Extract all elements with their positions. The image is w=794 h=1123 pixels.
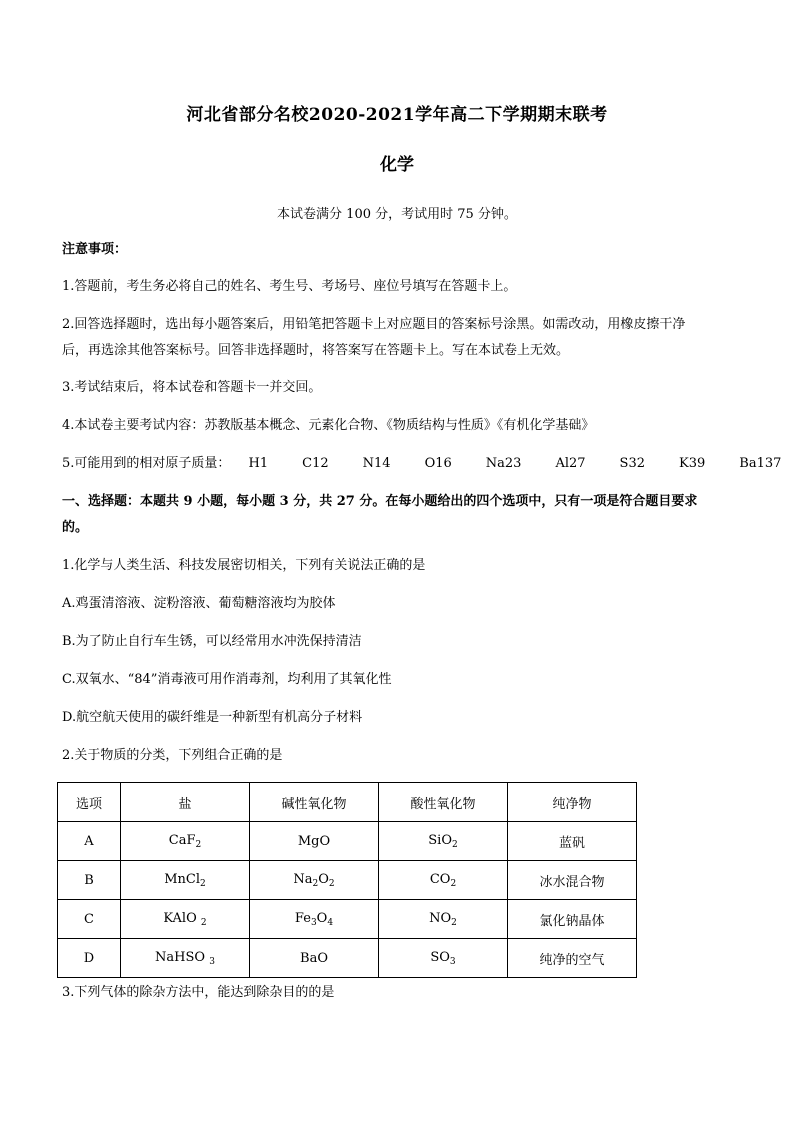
section1-heading-a: 一、选择题：本题共 9 小题，每小题 3 分，共 27 分。在每小题给出的四个选项中，只有一项是符合题目要求: [62, 494, 698, 509]
q1-option-a: A.鸡蛋清溶液、淀粉溶液、葡萄糖溶液均为胶体: [62, 596, 336, 611]
table-header-row: [58, 783, 637, 822]
table-cell: CaF$_2$: [121, 822, 250, 861]
note-1: 1.答题前，考生务必将自己的姓名、考生号、考场号、座位号填写在答题卡上。: [62, 279, 517, 294]
note-5: [62, 454, 782, 474]
table-cell: C: [58, 900, 121, 939]
atomic-mass: K39: [679, 456, 706, 471]
q2-table: [57, 782, 637, 978]
note-3: 3.考试结束后，将本试卷和答题卡一并交回。: [62, 380, 322, 395]
table-header-cell: 盐: [121, 783, 250, 822]
atomic-mass: S32: [619, 456, 645, 471]
table-header-cell: 酸性氧化物: [379, 783, 508, 822]
q2-stem: 2.关于物质的分类，下列组合正确的是: [62, 748, 283, 763]
note-4: 4.本试卷主要考试内容：苏教版基本概念、元素化合物、《物质结构与性质》《有机化学基础》: [62, 418, 595, 433]
table-cell: A: [58, 822, 121, 861]
atomic-mass: Al27: [555, 456, 586, 471]
atomic-mass: Ba137: [739, 456, 782, 471]
table-cell: BaO: [250, 939, 379, 978]
table-cell: 纯净的空气: [508, 939, 637, 978]
table-header-cell: 碱性氧化物: [250, 783, 379, 822]
atomic-mass: C12: [302, 456, 329, 471]
q1-option-b: B.为了防止自行车生锈，可以经常用水冲洗保持清洁: [62, 634, 362, 649]
table-row: [58, 822, 637, 861]
atomic-mass: N14: [362, 456, 391, 471]
atomic-mass: O16: [424, 456, 452, 471]
atomic-mass: H1: [248, 456, 269, 471]
table-cell: $Fe_3O_4$: [250, 900, 379, 939]
atomic-mass: Na23: [485, 456, 522, 471]
exam-subject: 化学: [380, 155, 414, 175]
table-cell: D: [58, 939, 121, 978]
q1-option-d: D.航空航天使用的碳纤维是一种新型有机高分子材料: [62, 710, 363, 725]
table-header-cell: 纯净物: [508, 783, 637, 822]
table-cell: 蓝矾: [508, 822, 637, 861]
table-cell: 氯化钠晶体: [508, 900, 637, 939]
table-header-cell: 选项: [58, 783, 121, 822]
table-cell: NaHSO $_3$: [121, 939, 250, 978]
table-row: [58, 861, 637, 900]
table-cell: SiO$_2$: [379, 822, 508, 861]
table-cell: MgO: [250, 822, 379, 861]
table-row: [58, 900, 637, 939]
table-cell: $CO_2$: [379, 861, 508, 900]
note-2a: 2.回答选择题时，选出每小题答案后，用铅笔把答题卡上对应题目的答案标号涂黑。如需改动，用橡皮擦干净: [62, 317, 686, 332]
section1-heading-b: 的。: [62, 520, 89, 535]
table-cell: $NO_2$: [379, 900, 508, 939]
atoms-label: 5.可能用到的相对原子质量：: [62, 456, 231, 471]
atom-list: [235, 454, 782, 474]
table-cell: $Na_2O_2$: [250, 861, 379, 900]
table-cell: MnCl$_2$: [121, 861, 250, 900]
note-2b: 后，再选涂其他答案标号。回答非选择题时，将答案写在答题卡上。写在本试卷上无效。: [62, 343, 570, 358]
q3-stem: 3.下列气体的除杂方法中，能达到除杂目的的是: [62, 985, 335, 1000]
table-cell: 冰水混合物: [508, 861, 637, 900]
q1-stem: 1.化学与人类生活、科技发展密切相关，下列有关说法正确的是: [62, 558, 426, 573]
table-row: [58, 939, 637, 978]
notes-heading: 注意事项：: [62, 242, 128, 257]
table-cell: $SO_3$: [379, 939, 508, 978]
exam-info: 本试卷满分 100 分，考试用时 75 分钟。: [277, 207, 517, 222]
table-cell: B: [58, 861, 121, 900]
exam-title: 河北省部分名校2020-2021学年高二下学期期末联考: [186, 105, 608, 125]
table-cell: KAlO $_2$: [121, 900, 250, 939]
q1-option-c: C.双氧水、“84”消毒液可用作消毒剂，均利用了其氧化性: [62, 672, 392, 687]
